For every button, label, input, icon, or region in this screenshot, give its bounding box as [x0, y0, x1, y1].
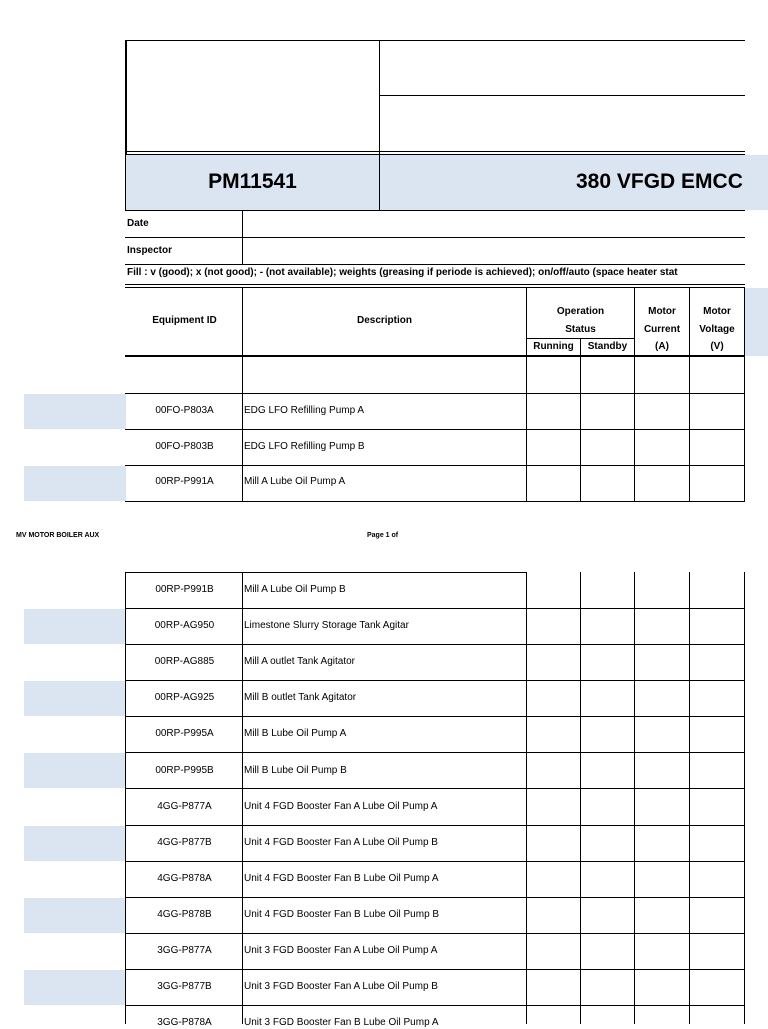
document-title: 380 VFGD EMCC: [576, 170, 743, 193]
table-row-desc: Unit 3 FGD Booster Fan B Lube Oil Pump A: [244, 1017, 439, 1028]
col-equipment-id: Equipment ID: [152, 315, 217, 326]
fill-note: Fill : v (good); x (not good); - (not available); weights (greasing if periode is achieved); on/off/auto (space heater stat: [127, 267, 678, 278]
inspector-label: Inspector: [127, 245, 173, 256]
table-row-id: 00FO-P803B: [155, 441, 214, 452]
table-row-id: 00RP-P995A: [155, 728, 214, 739]
table-row-id: 3GG-P877A: [157, 945, 212, 956]
col-description: Description: [356, 315, 412, 326]
col-motor-current-3: (A): [655, 341, 669, 352]
footer-left: MV MOTOR BOILER AUX: [16, 532, 100, 539]
table-row-id: 00RP-AG950: [154, 620, 215, 631]
table-row-id: 00RP-P991A: [155, 476, 214, 487]
col-running: Running: [533, 341, 574, 352]
footer-page: Page 1 of: [367, 532, 399, 539]
table-row-desc: Mill B Lube Oil Pump A: [244, 728, 347, 739]
table-row-desc: EDG LFO Refilling Pump A: [244, 405, 365, 416]
table-row-desc: Mill B Lube Oil Pump B: [244, 765, 347, 776]
table-row-id: 4GG-P878A: [157, 873, 212, 884]
table-row-desc: Unit 4 FGD Booster Fan B Lube Oil Pump B: [244, 909, 440, 920]
table-row-desc: Unit 4 FGD Booster Fan B Lube Oil Pump A: [244, 873, 439, 884]
col-motor-current-1: Motor: [648, 306, 676, 317]
table-row-desc: Unit 3 FGD Booster Fan A Lube Oil Pump B: [244, 981, 438, 992]
col-motor-voltage-1: Motor: [703, 306, 731, 317]
table-row-id: 00RP-P995B: [155, 765, 214, 776]
document-code: PM11541: [208, 170, 297, 193]
table-row-id: 3GG-P877B: [157, 981, 212, 992]
table-row-desc: EDG LFO Refilling Pump B: [244, 441, 365, 452]
table-row-id: 4GG-P877B: [157, 837, 212, 848]
col-motor-current-2: Current: [643, 324, 681, 335]
table-row-id: 00FO-P803A: [155, 405, 214, 416]
col-motor-voltage-2: Voltage: [699, 324, 735, 335]
table-row-desc: Unit 3 FGD Booster Fan A Lube Oil Pump A: [244, 945, 438, 956]
table-row-id: 3GG-P878A: [157, 1017, 212, 1028]
date-label: Date: [127, 218, 149, 229]
table-row-desc: Unit 4 FGD Booster Fan A Lube Oil Pump A: [244, 801, 438, 812]
table-row-desc: Unit 4 FGD Booster Fan A Lube Oil Pump B: [244, 837, 438, 848]
table-row-desc: Mill B outlet Tank Agitator: [244, 692, 357, 703]
table-row-id: 00RP-AG925: [154, 692, 215, 703]
col-motor-voltage-3: (V): [710, 341, 724, 352]
col-operation-status-1: Operation: [556, 306, 605, 317]
col-standby: Standby: [587, 341, 628, 352]
col-operation-status-2: Status: [565, 324, 596, 335]
table-row-id: 4GG-P877A: [157, 801, 212, 812]
table-row-desc: Limestone Slurry Storage Tank Agitar: [244, 620, 409, 631]
table-row-desc: Mill A Lube Oil Pump B: [244, 584, 346, 595]
table-row-id: 00RP-P991B: [155, 584, 214, 595]
table-row-id: 00RP-AG885: [154, 656, 215, 667]
table-row-desc: Mill A Lube Oil Pump A: [244, 476, 346, 487]
table-row-desc: Mill A outlet Tank Agitator: [244, 656, 355, 667]
table-row-id: 4GG-P878B: [157, 909, 212, 920]
